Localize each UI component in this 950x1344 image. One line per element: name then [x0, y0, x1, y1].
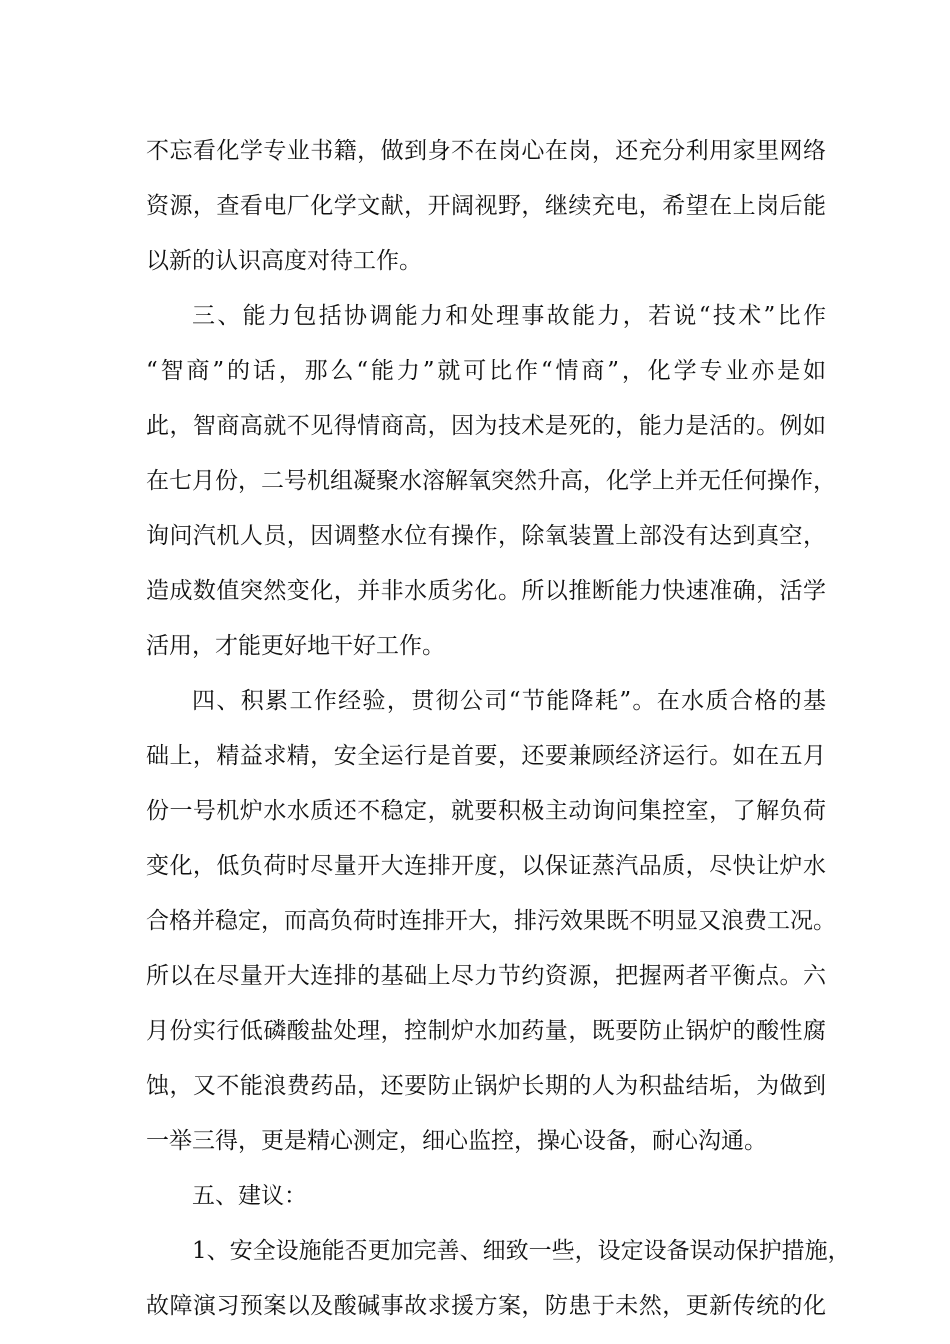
text-line: 份一号机炉水水质还不稳定，就要积极主动询问集控室，了解负荷 — [146, 798, 826, 824]
text-line: 活用，才能更好地干好工作。 — [146, 633, 445, 659]
text-line: 不忘看化学专业书籍，做到身不在岗心在岗，还充分利用家里网络 — [146, 138, 826, 164]
text-line: 一举三得，更是精心测定，细心监控，操心设备，耐心沟通。 — [146, 1128, 767, 1154]
section-4-heading-line: 四、积累工作经验，贯彻公司“节能降耗”。在水质合格的基 — [192, 688, 826, 714]
text-line: “智商”的话，那么“能力”就可比作“情商”，化学专业亦是如 — [146, 358, 826, 384]
text-line: 造成数值突然变化，并非水质劣化。所以推断能力快速准确，活学 — [146, 578, 826, 604]
text-line: 合格并稳定，而高负荷时连排开大，排污效果既不明显又浪费工况。 — [146, 908, 836, 934]
section-3-heading-line: 三、能力包括协调能力和处理事故能力，若说“技术”比作 — [192, 303, 826, 329]
text-line: 月份实行低磷酸盐处理，控制炉水加药量，既要防止锅炉的酸性腐 — [146, 1018, 826, 1044]
text-line: 询问汽机人员，因调整水位有操作，除氧装置上部没有达到真空， — [146, 523, 826, 549]
text-line: 以新的认识高度对待工作。 — [146, 248, 422, 274]
text-line: 蚀，又不能浪费药品，还要防止锅炉长期的人为积盐结垢，为做到 — [146, 1073, 826, 1099]
suggestion-1-line: 1、安全设施能否更加完善、细致一些，设定设备误动保护措施， — [192, 1238, 851, 1264]
document-body — [146, 124, 851, 1334]
text-line: 变化，低负荷时尽量开大连排开度，以保证蒸汽品质，尽快让炉水 — [146, 853, 826, 879]
section-5-heading: 五、建议： — [192, 1183, 307, 1209]
text-line: 故障演习预案以及酸碱事故求援方案，防患于未然，更新传统的化 — [146, 1293, 826, 1319]
text-line: 资源，查看电厂化学文献，开阔视野，继续充电，希望在上岗后能 — [146, 193, 826, 219]
text-line: 础上，精益求精，安全运行是首要，还要兼顾经济运行。如在五月 — [146, 743, 826, 769]
text-line: 在七月份，二号机组凝聚水溶解氧突然升高，化学上并无任何操作， — [146, 468, 836, 494]
text-line: 此，智商高就不见得情商高，因为技术是死的，能力是活的。例如 — [146, 413, 826, 439]
text-line: 所以在尽量开大连排的基础上尽力节约资源，把握两者平衡点。六 — [146, 963, 826, 989]
